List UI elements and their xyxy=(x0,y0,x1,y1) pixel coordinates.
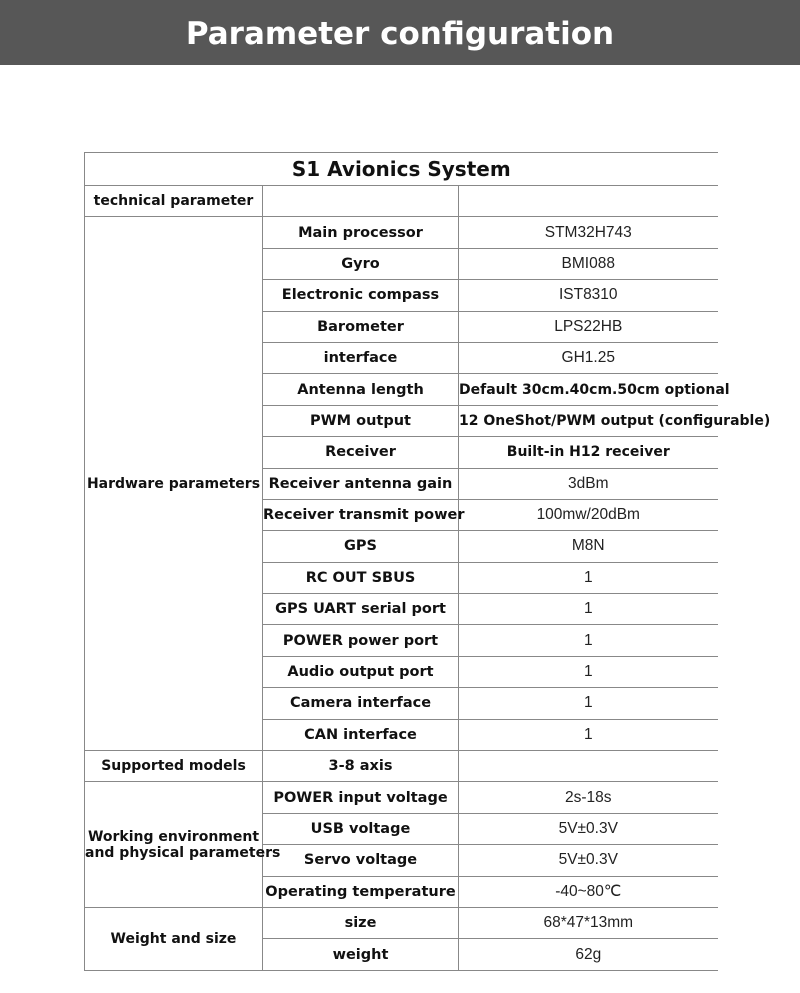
supported-models-category: Supported models xyxy=(85,751,263,782)
parameter-value: 12 OneShot/PWM output (configurable) xyxy=(459,405,718,436)
empty-cell xyxy=(459,751,718,782)
parameter-label: Receiver transmit power xyxy=(263,499,459,530)
empty-cell xyxy=(459,186,718,217)
parameter-value: Default 30cm.40cm.50cm optional xyxy=(459,374,718,405)
parameter-value: 2s-18s xyxy=(459,782,718,813)
parameter-label: USB voltage xyxy=(263,813,459,844)
parameter-value: 1 xyxy=(459,625,718,656)
parameter-label: Audio output port xyxy=(263,656,459,687)
parameter-value: 1 xyxy=(459,562,718,593)
parameter-label: Gyro xyxy=(263,248,459,279)
parameter-label: size xyxy=(263,907,459,938)
parameter-label: interface xyxy=(263,342,459,373)
parameter-value: 3dBm xyxy=(459,468,718,499)
hardware-parameters-category: Hardware parameters xyxy=(85,217,263,751)
supported-models-value: 3-8 axis xyxy=(263,751,459,782)
page-banner: Parameter configuration xyxy=(0,0,800,65)
category-line: Working environment xyxy=(87,828,260,845)
parameter-value: Built-in H12 receiver xyxy=(459,437,718,468)
table-row xyxy=(85,186,718,217)
parameter-label: Servo voltage xyxy=(263,845,459,876)
parameter-label: Antenna length xyxy=(263,374,459,405)
working-environment-category xyxy=(85,782,281,908)
parameter-label: POWER power port xyxy=(263,625,459,656)
weight-size-category: Weight and size xyxy=(85,907,263,970)
table-row xyxy=(85,907,718,938)
table-title-row xyxy=(85,153,718,186)
parameter-label: RC OUT SBUS xyxy=(263,562,459,593)
table-row xyxy=(85,751,718,782)
parameter-label: Camera interface xyxy=(263,688,459,719)
parameter-value: 5V±0.3V xyxy=(459,813,718,844)
parameter-value: GH1.25 xyxy=(459,342,718,373)
parameter-label: PWM output xyxy=(263,405,459,436)
parameter-value: LPS22HB xyxy=(459,311,718,342)
parameter-value: IST8310 xyxy=(459,280,718,311)
table-title: S1 Avionics System xyxy=(85,153,718,186)
parameter-value: 5V±0.3V xyxy=(459,845,718,876)
parameter-value: 1 xyxy=(459,594,718,625)
parameter-label: Receiver xyxy=(263,437,459,468)
table-row xyxy=(85,217,718,248)
parameter-label: GPS xyxy=(263,531,459,562)
category-line: and physical parameters xyxy=(85,844,281,861)
spec-table xyxy=(84,152,771,971)
parameter-label: Main processor xyxy=(263,217,459,248)
parameter-value: 100mw/20dBm xyxy=(459,499,718,530)
technical-parameter-header: technical parameter xyxy=(85,186,263,217)
parameter-label: Barometer xyxy=(263,311,459,342)
parameter-value: BMI088 xyxy=(459,248,718,279)
empty-cell xyxy=(263,186,459,217)
parameter-label: POWER input voltage xyxy=(263,782,459,813)
parameter-value: 1 xyxy=(459,719,718,750)
parameter-value: M8N xyxy=(459,531,718,562)
parameter-value: 62g xyxy=(459,939,718,970)
parameter-label: weight xyxy=(263,939,459,970)
parameter-value: 1 xyxy=(459,656,718,687)
parameter-label: GPS UART serial port xyxy=(263,594,459,625)
parameter-label: Electronic compass xyxy=(263,280,459,311)
table-row xyxy=(85,782,718,813)
parameter-label: Receiver antenna gain xyxy=(263,468,459,499)
parameter-value: -40~80℃ xyxy=(459,876,718,907)
parameter-value: 68*47*13mm xyxy=(459,907,718,938)
parameter-value: 1 xyxy=(459,688,718,719)
parameter-value: STM32H743 xyxy=(459,217,718,248)
parameter-label: Operating temperature xyxy=(263,876,459,907)
parameter-label: CAN interface xyxy=(263,719,459,750)
